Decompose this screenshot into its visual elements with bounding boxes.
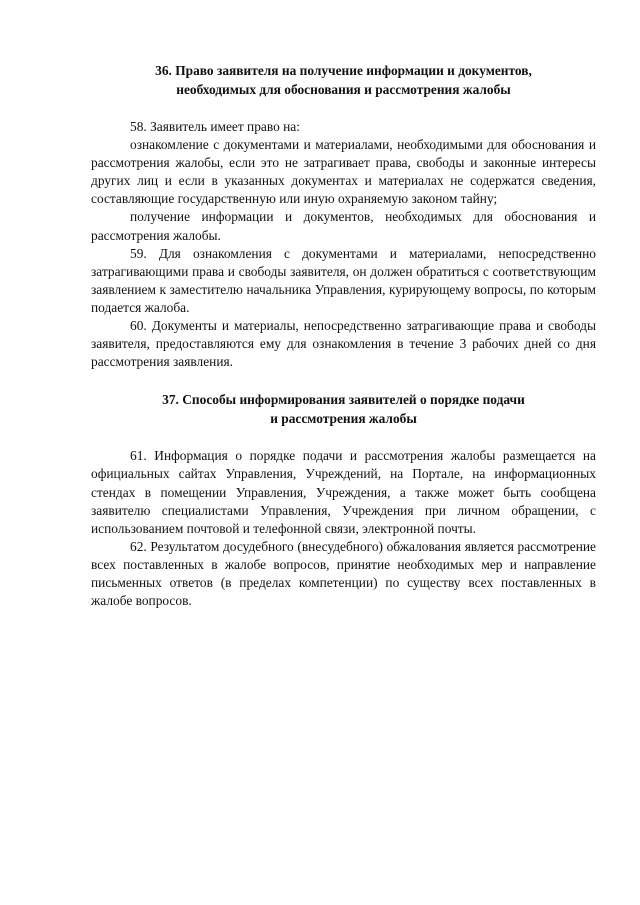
- spacer: [91, 99, 596, 118]
- paragraph-59: 59. Для ознакомления с документами и материалами, непосредственно затрагивающими права и свободы заявителя, он должен обратиться с соответствующим заявлением к заместителю начальника Управления, курирующему вопросы, по которым подается жалоба.: [91, 245, 596, 315]
- section-37-heading-line-2: и рассмотрения жалобы: [270, 411, 417, 427]
- section-36-heading-line-1: 36. Право заявителя на получение информации и документов,: [155, 63, 532, 78]
- section-36-heading: [91, 61, 596, 99]
- paragraph-61: 61. Информация о порядке подачи и рассмотрения жалобы размещается на официальных сайтах Управления, Учреждений, на Портале, на информационных стендах в помещении Управления, Учреждения, а также может быть сообщена заявителю специалистами Управления, Учреждения при личном обращении, с использованием почтовой и телефонной связи, электронной почты.: [91, 448, 596, 536]
- spacer: [91, 371, 596, 390]
- section-37-heading-line-1: 37. Способы информирования заявителей о порядке подачи: [162, 392, 525, 408]
- paragraph-58: 58. Заявитель имеет право на:: [130, 119, 300, 134]
- paragraph-58-item-1: ознакомление с документами и материалами, необходимыми для обоснования и рассмотрения жалобы, если это не затрагивает права, свободы и законные интересы других лиц и если в указанных документах и материалах не содержатся сведения, составляющие государственную или иную охраняемую законом тайну;: [91, 137, 596, 207]
- paragraph-60: 60. Документы и материалы, непосредственно затрагивающие права и свободы заявителя, предоставляются ему для ознакомления в течение 3 рабочих дней со дня рассмотрения заявления.: [91, 318, 596, 370]
- section-37-heading: [91, 390, 596, 428]
- spacer: [91, 428, 596, 447]
- paragraph-62: 62. Результатом досудебного (внесудебного) обжалования является рассмотрение всех поставленных в жалобе вопросов, принятие необходимых мер и направление письменных ответов (в пределах компетенции) по существу всех поставленных в жалобе вопросов.: [91, 538, 596, 609]
- section-36-heading-line-2: необходимых для обоснования и рассмотрения жалобы: [176, 82, 511, 97]
- document-page: [91, 61, 596, 610]
- paragraph-58-item-2: получение информации и документов, необходимых для обоснования и рассмотрения жалобы.: [91, 209, 596, 243]
